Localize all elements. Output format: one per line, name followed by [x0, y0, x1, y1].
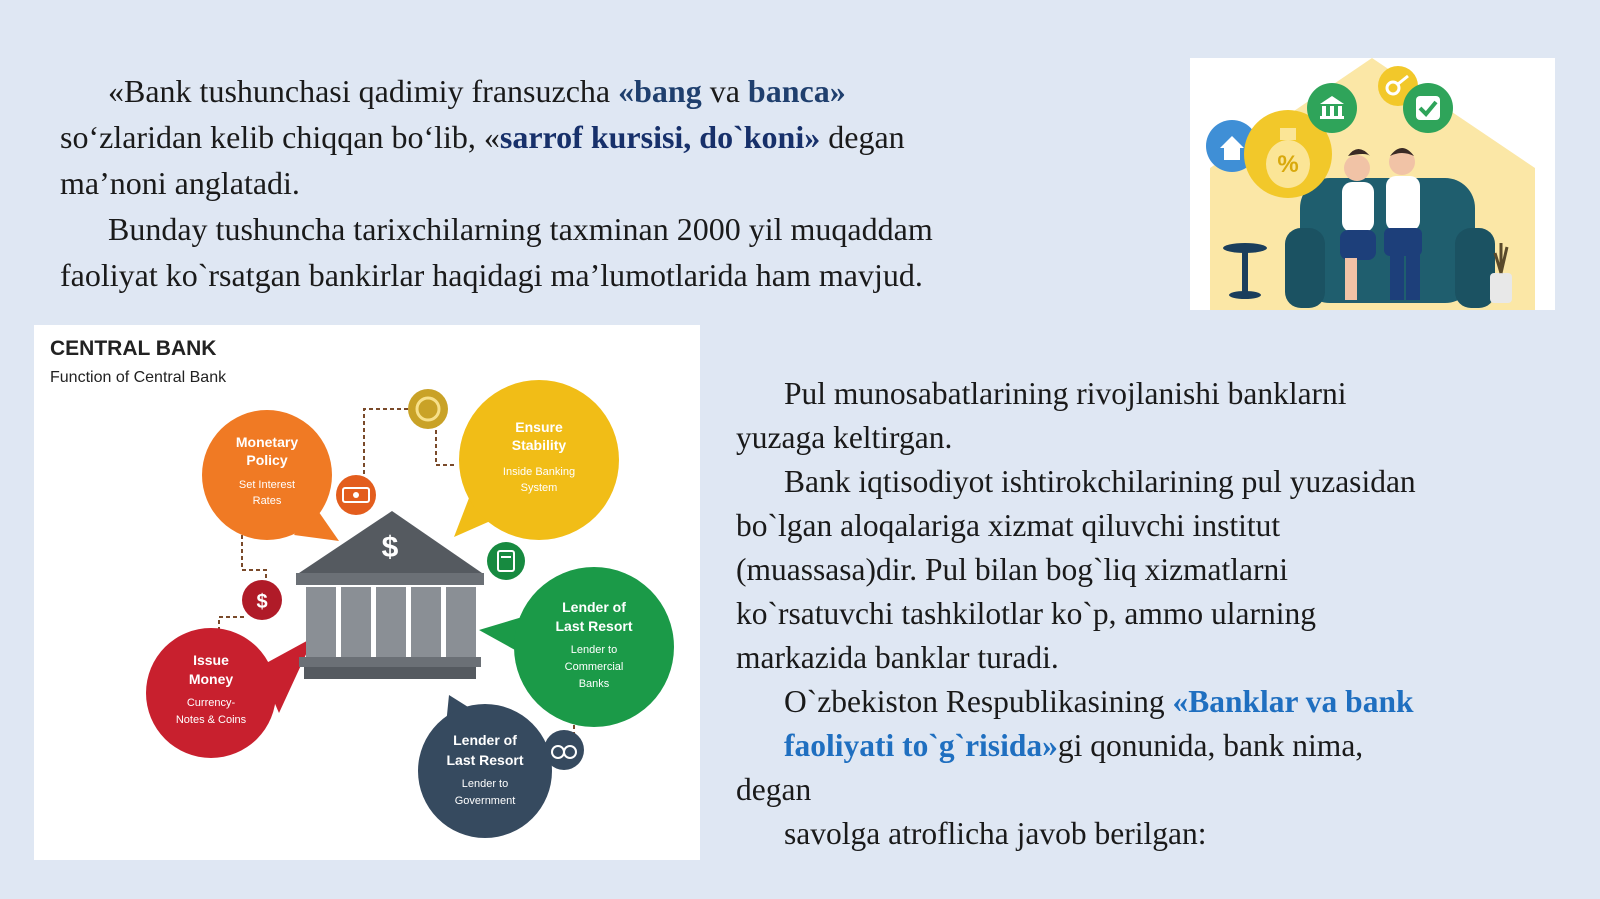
coin-icon	[408, 389, 448, 429]
percent-symbol: %	[1277, 151, 1299, 178]
body-text: degan	[736, 772, 812, 807]
bubble-subtitle: Set Interest	[238, 479, 296, 491]
intro-paragraph-2	[60, 206, 1150, 298]
handshake-icon	[544, 730, 584, 770]
bubble-subtitle: Lender to	[570, 644, 618, 656]
dollar-icon	[242, 580, 282, 620]
body-text: markazida banklar turadi.	[736, 640, 1059, 675]
bubble-title: Ensure	[515, 419, 563, 435]
issue-money-bubble	[146, 628, 314, 758]
bank-icon	[1307, 83, 1357, 133]
body-text: Bank iqtisodiyot ishtirokchilarining pul yuzasidan	[784, 464, 1416, 499]
intro-text: va	[701, 73, 748, 109]
intro-text: ma’noni anglatadi.	[60, 165, 300, 201]
bubble-title: Lender of	[562, 599, 626, 615]
bubble-subtitle: Government	[454, 795, 516, 807]
law-title: faoliyati to`g`risida»	[784, 728, 1058, 763]
lender-commercial-bubble	[479, 567, 674, 727]
family-finance-illustration	[1190, 58, 1555, 310]
intro-text: faoliyat ko`rsatgan bankirlar haqidagi ma’lumotlarida ham mavjud.	[60, 257, 923, 293]
body-text: gi qonunida, bank nima,	[1057, 728, 1364, 763]
bubble-title: Policy	[246, 452, 288, 468]
bubble-title: Monetary	[235, 434, 299, 450]
term-sarrof: sarrof kursisi, do`koni	[499, 119, 805, 155]
bubble-subtitle: Banks	[578, 678, 610, 690]
intro-text: so‘zlaridan kelib chiqqan bo‘lib, «	[60, 119, 500, 155]
checkmark-icon	[1403, 83, 1453, 133]
bank-definition-text	[736, 372, 1526, 856]
intro-text: «Bank tushunchasi qadimiy fransuzcha	[108, 73, 619, 109]
body-text: yuzaga keltirgan.	[736, 420, 953, 455]
bubble-subtitle: Commercial	[564, 661, 624, 673]
body-text: Pul munosabatlarining rivojlanishi banklarni	[784, 376, 1347, 411]
monetary-policy-bubble	[202, 410, 339, 541]
central-bank-diagram	[34, 325, 700, 860]
term-bang: «bang	[618, 73, 702, 109]
ensure-stability-bubble	[454, 380, 619, 540]
bubble-title: Last Resort	[555, 618, 633, 634]
term-banca: banca»	[747, 73, 846, 109]
bubble-subtitle: Inside Banking	[502, 466, 576, 478]
bubble-title: Stability	[511, 437, 567, 453]
body-text: O`zbekiston Respublikasining	[784, 684, 1173, 719]
dollar-sign: $	[381, 531, 399, 564]
body-text: bo`lgan aloqalariga xizmat qiluvchi institut	[736, 508, 1281, 543]
bubble-subtitle: Notes & Coins	[175, 714, 247, 726]
svg-text:$: $	[256, 591, 268, 613]
bubble-title: Issue	[193, 652, 229, 668]
lender-government-bubble	[418, 695, 552, 838]
intro-paragraph-1: «Bank tushunchasi qadimiy fransuzcha «bang va banca» so‘zlaridan kelib chiqqan bo‘lib, «sarrof kursisi, do`koni» degan ma’noni anglatadi.	[60, 68, 1140, 206]
banknote-icon	[336, 475, 376, 515]
body-text: ko`rsatuvchi tashkilotlar ko`p, ammo ularning	[736, 596, 1316, 631]
bubble-subtitle: Rates	[252, 495, 282, 507]
body-text: savolga atroflicha javob berilgan:	[784, 816, 1207, 851]
bubble-subtitle: Lender to	[461, 778, 509, 790]
bubble-subtitle: System	[520, 482, 558, 494]
diagram-subtitle: Function of Central Bank	[50, 369, 227, 386]
calculator-icon	[487, 542, 525, 580]
bubble-title: Lender of	[453, 732, 517, 748]
bubble-title: Money	[188, 671, 234, 687]
bubble-subtitle: Currency-	[186, 697, 236, 709]
intro-text: Bunday tushuncha tarixchilarning taxminan 2000 yil muqaddam	[108, 211, 933, 247]
law-title: «Banklar va bank	[1172, 684, 1414, 719]
diagram-title: CENTRAL BANK	[50, 337, 217, 360]
bubble-title: Last Resort	[446, 752, 524, 768]
body-text: (muassasa)dir. Pul bilan bog`liq xizmatlarni	[736, 552, 1289, 587]
